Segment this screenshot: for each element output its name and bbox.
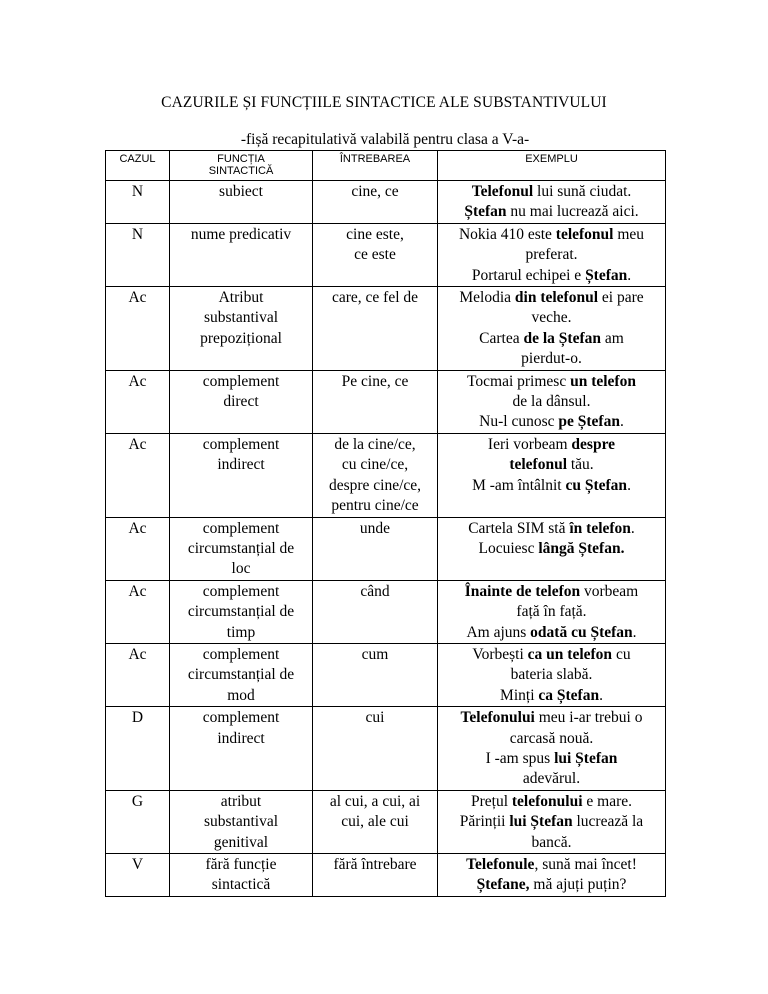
example-text: . [627,476,631,494]
example-text: de la dânsul. [512,393,591,411]
cell-intrebare [313,707,438,791]
cell-functia-line: direct [223,393,259,411]
example-text: meu [613,225,645,243]
example-highlight: Telefonule [466,856,535,873]
example-text: M -am întâlnit [472,476,566,494]
table-header-row [106,151,666,181]
cell-exemplu [438,580,666,643]
example-line [440,308,663,328]
example-line [440,225,663,245]
header-cazul: CAZUL [106,151,170,181]
cell-exemplu [438,707,666,791]
example-text: nu mai lucrează aici. [506,203,639,221]
example-text: am [601,329,624,347]
cell-functia-line: mod [227,686,255,704]
cell-functia-line: subiect [219,183,263,200]
example-text: ei pare [598,289,644,307]
example-text: adevărul. [522,770,581,788]
example-highlight: Ștefan [464,203,507,221]
table-row [106,181,666,224]
example-text: e mare. [582,792,632,810]
example-text: bancă. [531,833,572,851]
cell-intrebare-line: de la cine/ce, [334,435,416,453]
cell-caz: Ac [106,433,170,517]
cell-functia-line: complement [202,372,280,390]
example-line [440,349,663,369]
example-highlight: lui Ștefan [509,813,573,831]
page-title: CAZURILE ȘI FUNCȚIILE SINTACTICE ALE SUBSTANTIVULUI [161,94,607,111]
table-row [106,580,666,643]
cell-intrebare [313,433,438,517]
table-row [106,517,666,580]
example-text: Părinții [459,813,510,831]
cell-caz: D [106,707,170,791]
example-highlight: telefonul [509,456,567,474]
example-line [440,686,663,706]
cell-caz: V [106,854,170,897]
cell-intrebare-line: cui [365,709,385,727]
example-highlight: Telefonului [460,709,535,727]
cell-caz: Ac [106,517,170,580]
cell-intrebare-line: Pe cine, ce [341,372,409,390]
example-line [440,812,663,832]
example-line [440,329,663,349]
example-line [440,645,663,665]
example-highlight: ca Ștefan [538,686,600,704]
cell-functia-line: sintactică [211,876,271,894]
cell-exemplu [438,181,666,224]
cell-functia-line: atribut [220,792,262,810]
example-text: cu [612,645,631,663]
cell-functia-line: circumstanțial de [187,603,295,621]
example-line [440,875,663,895]
cell-exemplu [438,370,666,433]
example-text: vorbeam [580,582,639,600]
example-text: pierdut-o. [521,350,582,368]
example-highlight: de la Ștefan [523,329,601,347]
example-text: . [619,413,624,431]
example-line [440,288,663,308]
example-text: preferat. [525,246,578,264]
header-exemplu: EXEMPLU [438,151,666,181]
cell-functia [170,643,313,706]
cell-intrebare-line: cine, ce [351,183,399,200]
example-highlight: Ștefane, [476,876,530,894]
example-line [440,476,663,496]
header-functia-line: FUNCȚIA [217,153,265,165]
example-text: mă ajuți puțin? [529,876,627,894]
table-row [106,370,666,433]
example-text: față în față. [516,603,587,621]
example-highlight: lângă Ștefan. [538,539,625,557]
example-text: Cartela SIM stă [468,519,570,537]
example-line [440,266,663,286]
example-text: Nu-l cunosc [479,413,559,431]
example-highlight: Înainte de telefon [464,582,581,600]
example-text: Prețul [470,792,512,810]
cell-caz: Ac [106,580,170,643]
cell-intrebare-line: pentru cine/ce [331,497,419,515]
table-row [106,854,666,897]
cases-table [105,150,666,897]
cell-intrebare [313,580,438,643]
example-line [440,392,663,412]
cell-functia-line: substantival [203,813,279,831]
cell-functia [170,433,313,517]
cell-exemplu [438,517,666,580]
example-line [440,708,663,728]
cell-exemplu [438,433,666,517]
header-intrebarea: ÎNTREBAREA [313,151,438,181]
cell-intrebare [313,854,438,897]
cell-functia [170,181,313,224]
example-line [440,539,663,559]
cell-caz: N [106,181,170,224]
cell-caz: Ac [106,287,170,371]
example-highlight: în telefon [569,519,631,537]
cell-intrebare-line: unde [359,519,391,537]
cell-intrebare [313,643,438,706]
example-line [440,582,663,602]
header-functia [170,151,313,181]
example-line [440,769,663,789]
cell-functia-line: genitival [213,833,269,851]
table-row [106,287,666,371]
header-functia-line: SINTACTICĂ [208,165,274,177]
example-line [440,833,663,853]
cell-caz: N [106,223,170,286]
cell-functia [170,790,313,853]
example-line [440,855,663,875]
cell-intrebare [313,223,438,286]
example-line [440,412,663,432]
example-text: Cartea [479,329,524,347]
cell-functia-line: circumstanțial de [187,539,295,557]
example-text: Locuiesc [478,539,539,557]
example-text: , sună mai încet! [534,856,637,873]
example-highlight: cu Ștefan [565,476,628,494]
example-highlight: pe Ștefan [558,413,620,431]
example-text: tău. [567,456,594,474]
example-text: veche. [531,309,572,327]
example-line [440,202,663,222]
table-row [106,643,666,706]
example-line [440,729,663,749]
cell-intrebare-line: al cui, a cui, ai [329,792,421,810]
cell-functia [170,287,313,371]
cell-caz: Ac [106,643,170,706]
cell-intrebare [313,790,438,853]
cell-exemplu [438,287,666,371]
cell-caz: Ac [106,370,170,433]
cell-intrebare-line: despre cine/ce, [328,476,422,494]
table-row [106,707,666,791]
example-text: meu i-ar trebui o [534,709,643,727]
example-text: lui sună ciudat. [533,183,632,200]
cell-intrebare-line: cu cine/ce, [341,456,409,474]
cell-functia-line: complement [202,645,280,663]
example-text: Ieri vorbeam [487,435,572,453]
cell-functia-line: circumstanțial de [187,666,295,684]
example-text: Am ajuns [466,623,531,641]
cell-intrebare-line: când [360,582,390,600]
example-line [440,665,663,685]
example-line [440,245,663,265]
cell-functia-line: complement [202,709,280,727]
example-text: Melodia [459,289,515,307]
example-text: bateria slabă. [510,666,593,684]
cell-intrebare-line: cum [361,645,389,663]
example-text: Minți [500,686,539,704]
table-row [106,223,666,286]
cell-caz: G [106,790,170,853]
example-line [440,602,663,622]
cell-functia-line: complement [202,519,280,537]
example-line [440,372,663,392]
cell-intrebare [313,370,438,433]
example-line [440,623,663,643]
example-text: I -am spus [485,749,555,767]
cell-intrebare-line: care, ce fel de [331,289,419,307]
cell-functia-line: indirect [217,729,265,747]
cell-intrebare-line: cui, ale cui [341,813,409,831]
example-text: Vorbești [472,645,528,663]
example-highlight: telefonul [555,225,614,243]
example-highlight: lui Ștefan [554,749,618,767]
cell-exemplu [438,854,666,897]
example-text: lucrează la [572,813,644,831]
cell-functia-line: nume predicativ [190,225,292,243]
cell-intrebare-line: fără întrebare [333,856,417,873]
example-line [440,792,663,812]
example-highlight: Telefonul [471,183,534,200]
example-highlight: telefonului [511,792,583,810]
cell-functia-line: substantival [203,309,279,327]
example-text: Portarul echipei e [471,266,586,284]
cell-intrebare [313,181,438,224]
cell-intrebare-line: cine este, [346,225,404,243]
cell-exemplu [438,223,666,286]
example-text: carcasă nouă. [509,729,594,747]
cell-intrebare [313,517,438,580]
cell-functia [170,707,313,791]
example-highlight: un telefon [570,372,636,390]
example-highlight: despre [571,435,616,453]
example-line [440,435,663,455]
cell-intrebare-line: ce este [354,246,396,264]
cell-functia-line: indirect [217,456,265,474]
example-text: Tocmai primesc [467,372,571,390]
example-text: . [627,266,632,284]
cell-functia [170,517,313,580]
example-highlight: din telefonul [514,289,599,307]
example-highlight: ca un telefon [527,645,613,663]
example-text: Nokia 410 este [458,225,556,243]
cell-functia-line: loc [231,560,251,578]
table-row [106,433,666,517]
example-line [440,182,663,202]
example-line [440,749,663,769]
example-text: . [632,623,637,641]
example-text: . [599,686,603,704]
cell-exemplu [438,643,666,706]
example-line [440,519,663,539]
cell-functia-line: timp [226,623,256,641]
cell-functia [170,580,313,643]
cell-functia-line: complement [202,582,280,600]
example-highlight: odată cu Ștefan [530,623,633,641]
cell-intrebare [313,287,438,371]
table-row [106,790,666,853]
cell-functia-line: complement [202,435,280,453]
cell-functia [170,370,313,433]
cell-functia [170,223,313,286]
cell-functia-line: prepozițional [200,329,282,347]
cell-functia-line: fără funcție [205,856,277,873]
cell-exemplu [438,790,666,853]
cell-functia-line: Atribut [218,289,264,307]
example-highlight: Ștefan [585,266,628,284]
page-subtitle: -fișă recapitulativă valabilă pentru clasa a V-a- [240,131,530,148]
cell-functia [170,854,313,897]
example-text: . [630,519,635,537]
example-line [440,455,663,475]
